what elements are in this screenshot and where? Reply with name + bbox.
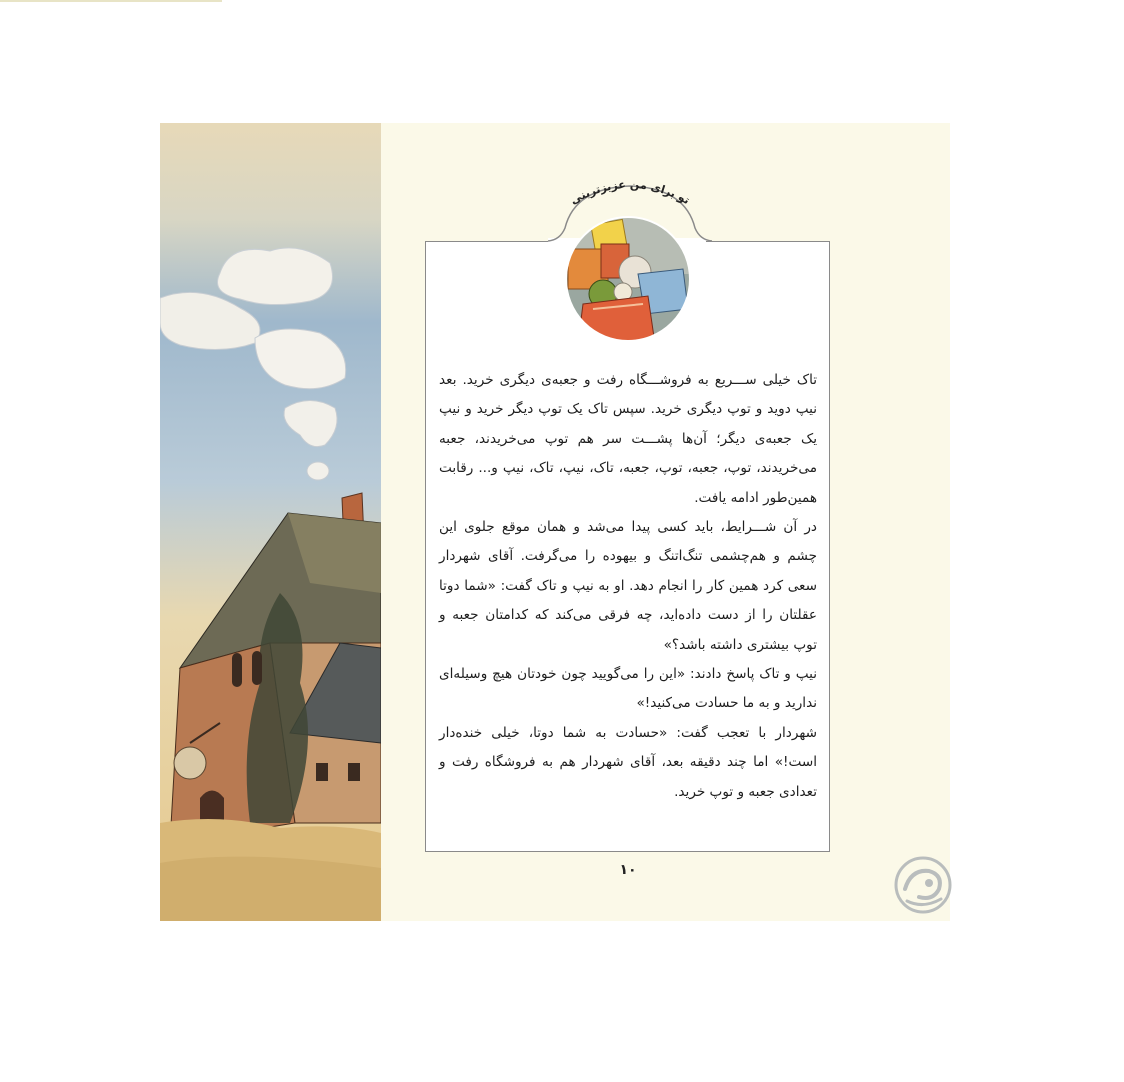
story-text — [439, 366, 817, 807]
svg-text:تو برای من عزیزترینی — [568, 178, 692, 207]
story-paragraph-2: در آن شـــرایط، باید کسی پیدا می‌شد و همان موقع جلوی این چشم و هم‌چشمی تنگ‌اتنگ و بیهوده را می‌گرفت. آقای شهردار سعی کرد همین کار را انجام دهد. او به نیپ و تاک گفت: «شما دوتا عقلتان را از دست داده‌اید، چه فرقی می‌کند که کدامتان جعبه و توپ بیشتری داشته باشد؟» — [439, 519, 817, 653]
story-paragraph-4: شهردار با تعجب گفت: «حسادت به شما دوتا، خیلی خنده‌دار است!» اما چند دقیقه بعد، آقای شهردار هم به فروشگاه رفت و تعدادی جعبه و توپ خرید. — [439, 724, 817, 800]
book-header-title: تو برای من عزیزترینی — [568, 178, 693, 207]
story-paragraph-3: نیپ و تاک پاسخ دادند: «این را می‌گویید چون خودتان هیچ وسیله‌ای ندارید و به ما حسادت می‌کنید!» — [439, 666, 817, 712]
page-number: ۱۰ — [619, 862, 637, 878]
story-paragraph-1: تاک خیلی ســـریع به فروشـــگاه رفت و جعبه‌ی دیگری خرید. بعد نیپ دوید و توپ دیگری خرید. سپس تاک یک توپ دیگر خرید و نیپ یک جعبه‌ی دیگر؛ آن‌ها پشـــت سر هم توپ می‌خریدند، جعبه می‌خریدند، توپ، جعبه، توپ، جعبه، تاک، نیپ، تاک، نیپ و... رقابت همین‌طور ادامه یافت. — [439, 372, 817, 506]
top-divider-line — [0, 0, 222, 2]
house-illustration — [160, 123, 381, 921]
toys-emblem — [563, 214, 693, 344]
publisher-logo-icon — [893, 855, 953, 915]
